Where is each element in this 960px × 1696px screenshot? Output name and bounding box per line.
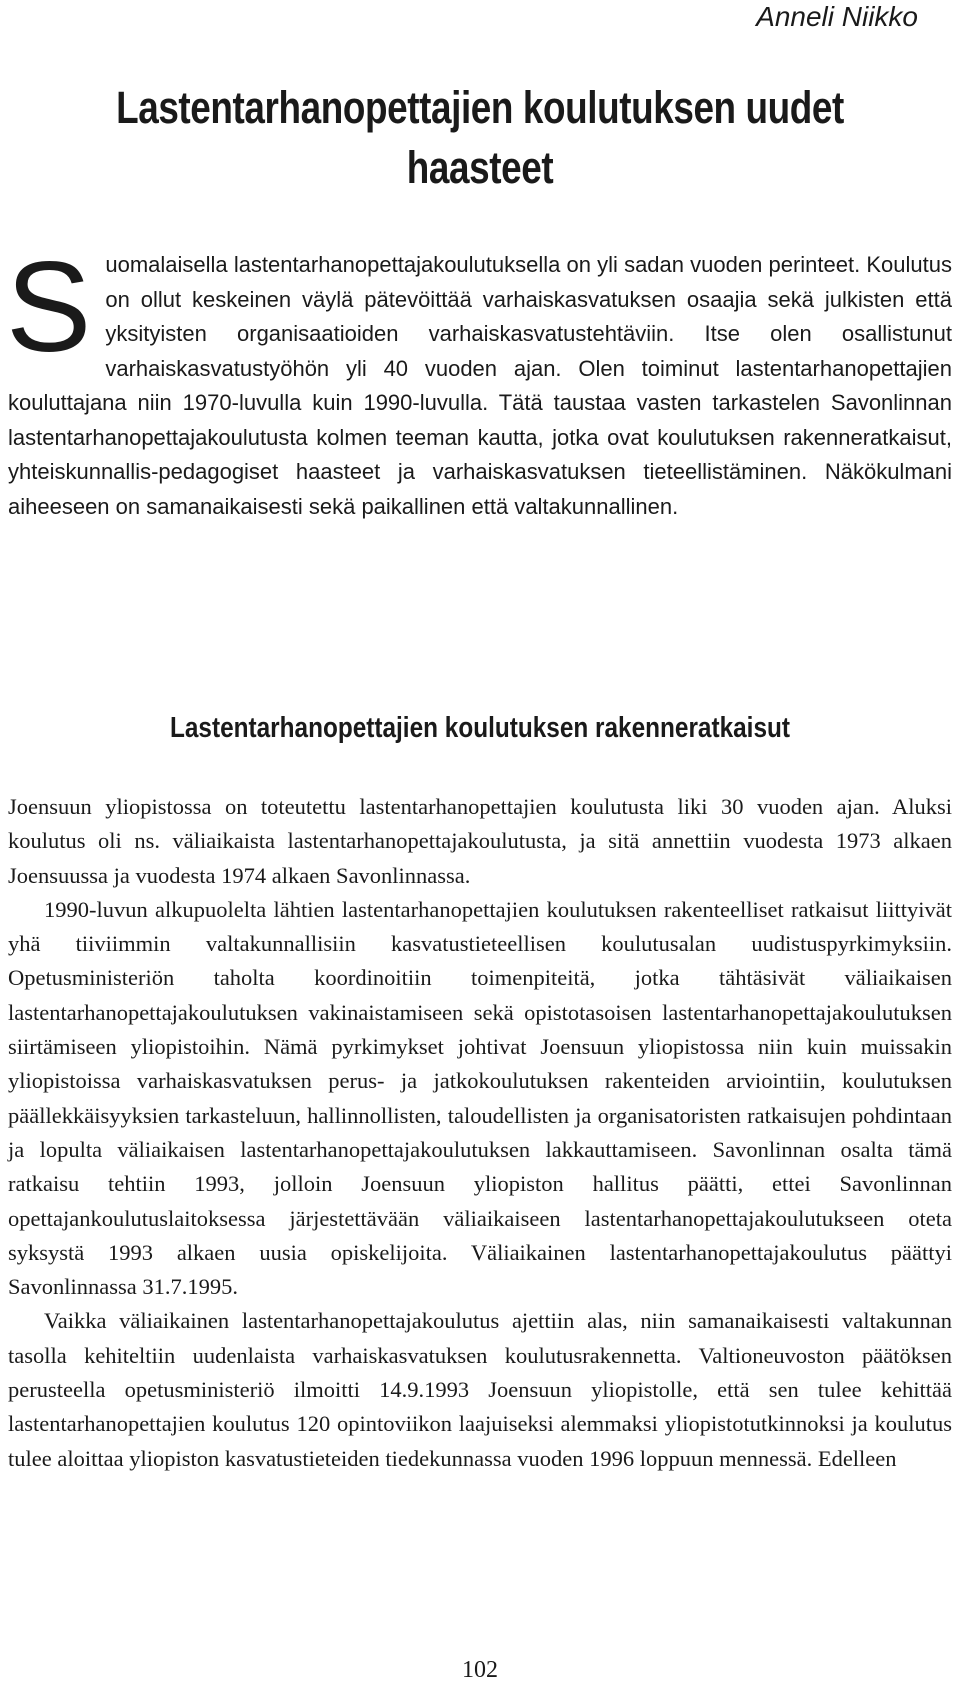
section-heading: Lastentarhanopettajien koulutuksen rakenneratkaisut	[170, 712, 790, 744]
page-number: 102	[462, 1657, 498, 1683]
author-name: Anneli Niikko	[756, 1, 918, 32]
article-title: Lastentarhanopettajien koulutuksen uudet haasteet	[116, 82, 844, 193]
body-paragraph-1: Joensuun yliopistossa on toteutettu lastentarhanopettajien koulutusta liki 30 vuoden ajan. Aluksi koulutus oli ns. väliaikaista lastentarhanopettajakoulutusta, ja sitä annettiin vuodesta 1973 alkaen Joensuussa ja vuodesta 1974 alkaen Savonlinnassa.	[8, 794, 952, 888]
intro-paragraph	[6, 236, 952, 524]
body-paragraph-2: 1990-luvun alkupuolelta lähtien lastentarhanopettajien koulutuksen rakenteelliset ratkaisut liittyivät yhä tiiviimmin valtakunnallisiin kasvatustieteellisen koulutusalan uudistuspyrkimyksiin. Opetusministeriön taholta koordinoitiin toimenpiteitä, jotka tähtäsivät väliaikaisen lastentarhanopettajakoulutuksen vakinaistamiseen sekä opistotasoisen lastentarhanopettajakoulutuksen siirtämiseen yliopistoihin. Nämä pyrkimykset johtivat Joensuun yliopistossa niin kuin muissakin yliopistoissa varhaiskasvatuksen perus- ja jatkokoulutuksen rakenteiden arviointiin, koulutuksen päällekkäisyyksien tarkasteluun, hallinnollisten, taloudellisten ja organisatoristen ratkaisujen pohdintaan ja lopulta väliaikaisen lastentarhanopettajakoulutuksen lakkauttamiseen. Savonlinnan osalta tämä ratkaisu tehtiin 1993, jolloin Joensuun yliopiston hallitus päätti, ettei Savonlinnan opettajankoulutuslaitoksessa järjestettävään väliaikaiseen lastentarhanopettajakoulutukseen oteta syksystä 1993 alkaen uusia opiskelijoita. Väliaikainen lastentarhanopettajakoulutus päättyi Savonlinnassa 31.7.1995.	[8, 896, 952, 1300]
body-paragraph-3: Vaikka väliaikainen lastentarhanopettajakoulutus ajettiin alas, niin samanaikaisesti valtakunnan tasolla kehiteltiin uudenlaista varhaiskasvatuksen koulutusrakennetta. Valtioneuvoston päätöksen perusteella opetusministeriö ilmoitti 14.9.1993 Joensuun yliopistolle, että sen tulee kehittää lastentarhanopettajien koulutus 120 opintoviikon laajuiseksi alemmaksi yliopistotutkinnoksi ja koulutus tulee aloittaa yliopiston kasvatustieteiden tiedekunnassa vuoden 1996 loppuun mennessä. Edelleen	[8, 1308, 952, 1471]
intro-text: uomalaisella lastentarhanopettajakoulutuksella on yli sadan vuoden perinteet. Koulutus on ollut keskeinen väylä pätevöittää varhaiskasvatuksen osaajia sekä julkisten että yksityisten organisaatioiden varhaiskasvatustehtäviin. Itse olen osallistunut varhaiskasvatustyöhön yli 40 vuoden ajan. Olen toiminut lastentarhanopettajien kouluttajana niin 1970-luvulla kuin 1990-luvulla. Tätä taustaa vasten tarkastelen Savonlinnan lastentarhanopettajakoulutusta kolmen teeman kautta, jotka ovat koulutuksen rakenneratkaisut, yhteiskunnallis-pedagogiset haasteet ja varhaiskasvatuksen tieteellistäminen. Näkökulmani aiheeseen on samanaikaisesti sekä paikallinen että valtakunnallinen.	[8, 252, 952, 519]
drop-cap: S	[6, 236, 92, 379]
body-text	[8, 790, 952, 1476]
